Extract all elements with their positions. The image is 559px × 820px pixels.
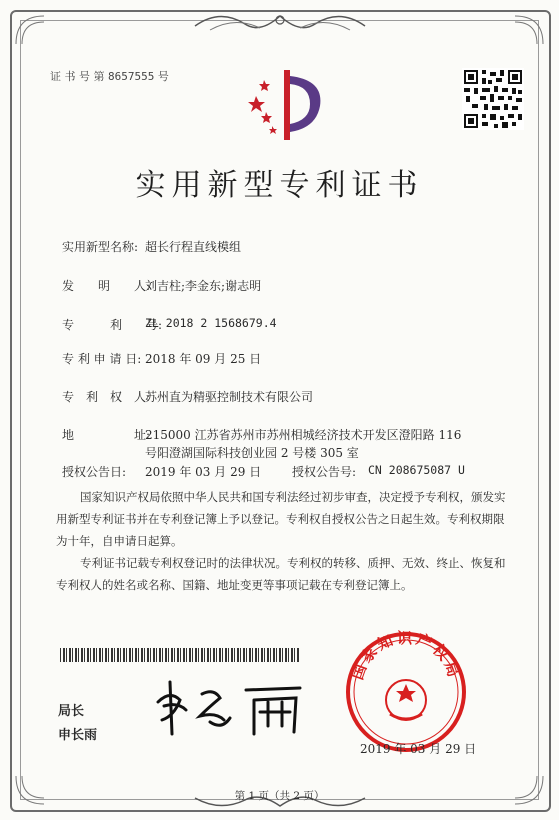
grant-number-value: CN 208675087 U bbox=[368, 463, 465, 477]
name-label: 实用新型名称: bbox=[62, 240, 139, 254]
official-seal bbox=[342, 628, 470, 756]
director-signature bbox=[150, 672, 310, 742]
cert-number-line bbox=[50, 68, 169, 84]
seal-text: 国家知识产权局 bbox=[348, 628, 464, 683]
address-line-1: 215000 江苏省苏州市苏州相城经济技术开发区澄阳路 116 bbox=[145, 428, 462, 442]
inventor-value: 刘吉柱;李金东;谢志明 bbox=[145, 279, 262, 293]
patent-number-value: ZL 2018 2 1568679.4 bbox=[145, 316, 277, 330]
paragraph-grant-notice: 国家知识产权局依照中华人民共和国专利法经过初步审查，决定授予专利权，颁发实用新型专利证书并在专利登记簿上予以登记。专利权自授权公告之日起生效。专利权期限为十年，自申请日起算。 bbox=[56, 490, 506, 548]
certificate-title: 实用新型专利证书 bbox=[135, 168, 424, 203]
cert-number-suffix: 号 bbox=[157, 70, 169, 83]
corner-ornament bbox=[509, 14, 545, 50]
paragraph-legal-status: 专利证书记载专利权登记时的法律状况。专利权的转移、质押、无效、终止、恢复和专利权人的姓名或名称、国籍、地址变更等事项记载在专利登记簿上。 bbox=[56, 556, 506, 592]
qr-code-icon bbox=[462, 68, 524, 130]
name-value: 超长行程直线模组 bbox=[145, 240, 242, 254]
cert-number: 8657555 bbox=[108, 70, 155, 83]
director-name: 申长雨 bbox=[58, 728, 98, 743]
corner-ornament bbox=[14, 14, 50, 50]
barcode bbox=[60, 648, 300, 662]
application-date-label: 专 利 申 请 日: bbox=[62, 352, 142, 366]
grant-date-value: 2019 年 03 月 29 日 bbox=[145, 465, 262, 479]
grant-date-label: 授权公告日: bbox=[62, 465, 127, 479]
address-line-2: 号阳澄湖国际科技创业园 2 号楼 305 室 bbox=[145, 446, 359, 460]
seal-date: 2019 年 03 月 29 日 bbox=[360, 742, 477, 756]
svg-text:国家知识产权局 bbox=[348, 629, 463, 682]
top-ornament bbox=[190, 6, 370, 38]
address-label: 地 址: bbox=[62, 428, 151, 442]
patent-number-label: 专 利 号: bbox=[62, 318, 163, 332]
cnipa-logo-icon bbox=[246, 66, 326, 146]
cert-number-label: 证 书 号 第 bbox=[50, 70, 105, 83]
page-footer: 第 1 页（共 2 页） bbox=[234, 790, 325, 802]
application-date-value: 2018 年 09 月 25 日 bbox=[145, 352, 262, 366]
director-title: 局长 bbox=[58, 704, 85, 719]
inventor-label: 发 明 人: bbox=[62, 279, 151, 293]
patentee-label: 专 利 权 人: bbox=[62, 390, 151, 404]
grant-number-label: 授权公告号: bbox=[292, 465, 357, 479]
patentee-value: 苏州直为精驱控制技术有限公司 bbox=[145, 390, 314, 404]
